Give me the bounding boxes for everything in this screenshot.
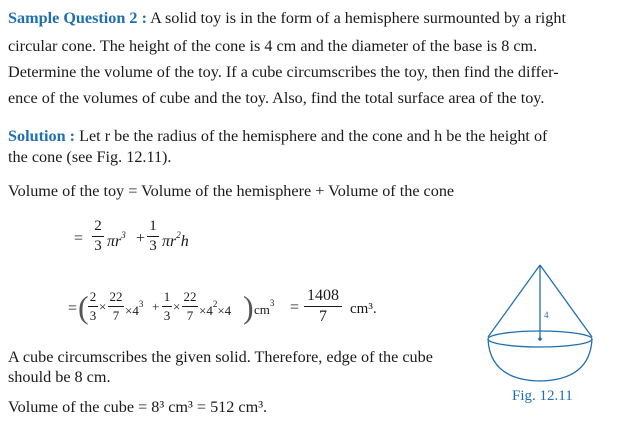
eq2-pow1-text: ×4	[125, 303, 139, 318]
cone-right-edge	[540, 265, 592, 337]
eq1-t1-sup: 3	[121, 230, 126, 240]
eq2-times-1: ×	[99, 299, 107, 314]
cone-left-edge	[488, 265, 540, 337]
question-line-1	[8, 8, 566, 28]
eq2-times-2: ×	[173, 299, 181, 314]
question-line-3: Determine the volume of the toy. If a cube circumscribes the toy, then find the differ-	[8, 63, 559, 81]
eq2-f4-den: 7	[186, 308, 194, 323]
eq1-term-1	[107, 230, 126, 251]
eq2-result-unit: cm³.	[350, 301, 377, 317]
eq1-plus: +	[136, 230, 146, 247]
eq2-f3-bar	[162, 306, 172, 307]
eq2-f2-den: 7	[112, 308, 120, 323]
eq2-equals: =	[68, 300, 78, 317]
toy-figure	[482, 255, 602, 405]
question-label: Sample Question 2 :	[8, 9, 147, 27]
eq1-f1-bar	[92, 236, 104, 237]
eq2-f4-num: 22	[183, 289, 197, 304]
eq1-t3-text: h	[180, 233, 189, 250]
eq1-f1-den: 3	[94, 238, 102, 254]
eq1-f2-bar	[147, 236, 159, 237]
eq1-equals: =	[74, 230, 84, 247]
cube-line-1: A cube circumscribes the given solid. Therefore, edge of the cube	[8, 348, 433, 366]
eq2-paren-open: (	[78, 289, 89, 325]
question-line-4: ence of the volumes of cube and the toy. Also, find the total surface area of the toy.	[8, 89, 545, 107]
eq2-f3-num: 1	[163, 289, 171, 304]
volume-line: Volume of the toy = Volume of the hemisphere + Volume of the cone	[8, 182, 455, 200]
question-line-2: circular cone. The height of the cone is 4 cm and the diameter of the base is 8 cm.	[8, 37, 538, 55]
center-point	[538, 337, 542, 341]
eq2-f4-bar	[182, 306, 198, 307]
eq1-f1-num: 2	[94, 218, 102, 234]
eq1-f2-num: 1	[149, 218, 157, 234]
eq1-t2-text: πr	[162, 233, 177, 250]
eq1-fraction-1	[92, 218, 104, 255]
eq1-f2-den: 3	[149, 238, 157, 254]
eq2-res-bar	[304, 306, 342, 307]
eq2-f2-num: 22	[109, 289, 123, 304]
eq1-t1-text: πr	[107, 233, 122, 250]
eq2-paren-close: )	[243, 289, 254, 325]
eq2-fraction-1	[88, 289, 98, 324]
eq2-unit	[254, 298, 274, 318]
question-text-1: A solid toy is in the form of a hemisphere surmounted by a right	[150, 9, 566, 27]
eq2-f1-den: 3	[89, 308, 97, 323]
eq2-unit-sup: 3	[269, 298, 275, 308]
cube-line-2: should be 8 cm.	[8, 368, 111, 386]
eq2-pow2-text: ×4	[199, 303, 213, 318]
eq2-tail: ×4	[217, 303, 232, 318]
eq2-unit-text: cm	[254, 302, 270, 317]
eq2-res-num: 1408	[307, 287, 339, 304]
eq2-plus: +	[152, 299, 160, 314]
cube-volume-line: Volume of the cube = 8³ cm³ = 512 cm³.	[8, 398, 268, 416]
eq2-power-1	[125, 299, 143, 319]
eq2-fraction-3	[162, 289, 172, 324]
eq2-result-fraction	[304, 287, 342, 326]
solution-text-1: Let r be the radius of the hemisphere and the cone and h be the height of	[79, 127, 548, 145]
eq2-equals-2: =	[290, 299, 300, 316]
eq1-fraction-2	[147, 218, 159, 255]
solution-line-2: the cone (see Fig. 12.11).	[8, 148, 172, 166]
eq2-pow1-sup: 3	[138, 299, 144, 309]
eq2-fraction-2	[108, 289, 124, 324]
height-label: 4	[544, 310, 549, 320]
eq1-t2-sup: 2	[176, 230, 181, 240]
eq2-res-den: 7	[319, 308, 327, 325]
eq2-power-2	[199, 299, 231, 319]
eq1-term-2	[162, 230, 189, 251]
eq2-pow2-sup: 2	[212, 299, 218, 309]
figure-caption: Fig. 12.11	[512, 388, 573, 404]
eq2-f1-num: 2	[89, 289, 97, 304]
eq2-f2-bar	[108, 306, 124, 307]
eq2-fraction-4	[182, 289, 198, 324]
eq2-f3-den: 3	[163, 308, 171, 323]
eq2-f1-bar	[88, 306, 98, 307]
solution-line-1	[8, 126, 547, 146]
solution-label: Solution :	[8, 127, 76, 145]
